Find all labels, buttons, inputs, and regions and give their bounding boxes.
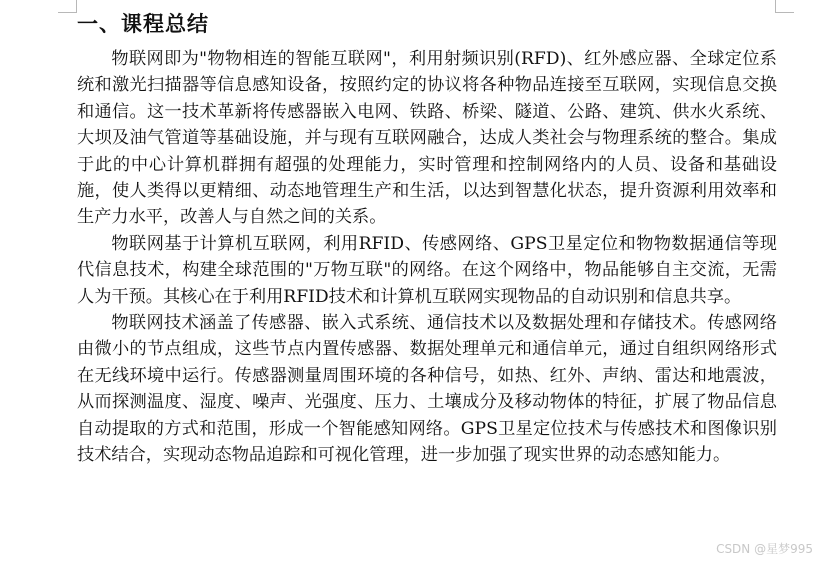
document-page (77, 10, 777, 469)
paragraph-2: 物联网基于计算机互联网，利用RFID、传感网络、GPS卫星定位和物物数据通信等现代信息技术，构建全球范围的"万物互联"的网络。在这个网络中，物品能够自主交流，无需人为干预。其核心在于利用RFID技术和计算机互联网实现物品的自动识别和信息共享。 (77, 233, 777, 307)
section-heading: 一、课程总结 (77, 12, 209, 36)
page-corner-mark-right (775, 0, 794, 13)
paragraph-3: 物联网技术涵盖了传感器、嵌入式系统、通信技术以及数据处理和存储技术。传感网络由微小的节点组成，这些节点内置传感器、数据处理单元和通信单元，通过自组织网络形式在无线环境中运行。传感器测量周围环境的各种信号，如热、红外、声纳、雷达和地震波，从而探测温度、湿度、噪声、光强度、压力、土壤成分及移动物体的特征，扩展了物品信息自动提取的方式和范围，形成一个智能感知网络。GPS卫星定位技术与传感技术和图像识别技术结合，实现动态物品追踪和可视化管理，进一步加强了现实世界的动态感知能力。 (77, 313, 777, 466)
csdn-watermark: CSDN @星梦995 (716, 542, 813, 556)
paragraph-1: 物联网即为"物物相连的智能互联网"，利用射频识别(RFD)、红外感应器、全球定位系统和激光扫描器等信息感知设备，按照约定的协议将各种物品连接至互联网，实现信息交换和通信。这一技术革新将传感器嵌入电网、铁路、桥梁、隧道、公路、建筑、供水火系统、大坝及油气管道等基础设施，并与现有互联网融合，达成人类社会与物理系统的整合。集成于此的中心计算机群拥有超强的处理能力，实时管理和控制网络内的人员、设备和基础设施，使人类得以更精细、动态地管理生产和生活，以达到智慧化状态，提升资源利用效率和生产力水平，改善人与自然之间的关系。 (77, 49, 777, 228)
page-corner-mark-left (58, 0, 77, 13)
